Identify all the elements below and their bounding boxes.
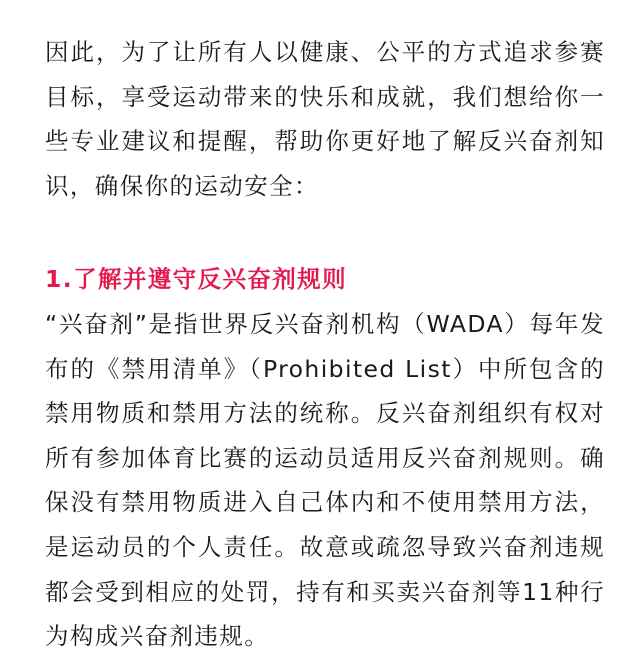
article-body [45, 30, 605, 659]
section-heading: 1.了解并遵守反兴奋剂规则 [45, 265, 347, 294]
section-paragraph: “兴奋剂”是指世界反兴奋剂机构（WADA）每年发布的《禁用清单》（Prohibited List）中所包含的禁用物质和禁用方法的统称。反兴奋剂组织有权对所有参加体育比赛的运动员适用反兴奋剂规则。确保没有禁用物质进入自己体内和不使用禁用方法，是运动员的个人责任。故意或疏忽导致兴奋剂违规都会受到相应的处罚，持有和买卖兴奋剂等11种行为构成兴奋剂违规。 [45, 309, 605, 651]
intro-paragraph: 因此，为了让所有人以健康、公平的方式追求参赛目标，享受运动带来的快乐和成就，我们想给你一些专业建议和提醒，帮助你更好地了解反兴奋剂知识，确保你的运动安全： [45, 38, 605, 200]
